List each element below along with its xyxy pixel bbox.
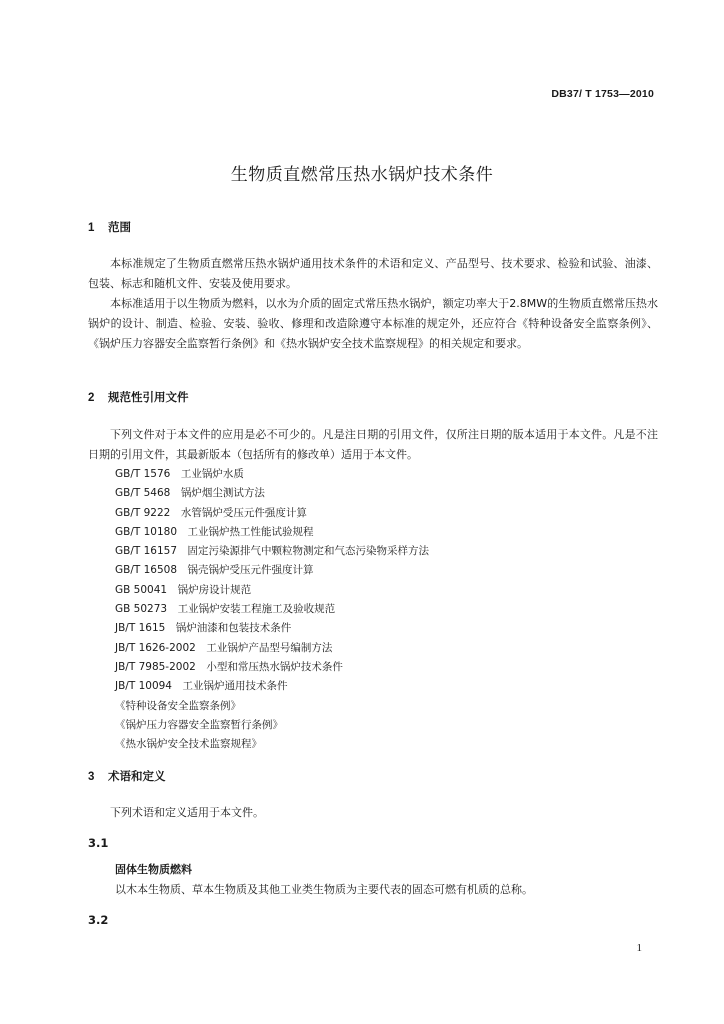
section-3-heading	[88, 768, 658, 784]
reference-list	[88, 465, 658, 754]
section-1-heading	[88, 219, 658, 235]
section-number: 3	[88, 771, 95, 783]
term-definition: 以木本生物质、草本生物质及其他工业类生物质为主要代表的固态可燃有机质的总称。	[115, 883, 533, 896]
section-number: 2	[88, 392, 95, 404]
document-title: 生物质直燃常压热水锅炉技术条件	[230, 165, 494, 185]
section-2-heading	[88, 389, 658, 405]
list-item: JB/T 1626-2002 工业锅炉产品型号编制方法	[115, 641, 333, 654]
list-item: JB/T 1615 锅炉油漆和包装技术条件	[115, 622, 292, 635]
list-item: GB/T 10180 工业锅炉热工性能试验规程	[115, 525, 314, 538]
paragraph: 下列术语和定义适用于本文件。	[110, 806, 264, 819]
section-2-body	[88, 425, 658, 754]
page-number: 1	[636, 942, 642, 954]
term-number: 3.1	[88, 836, 109, 850]
list-item: GB/T 16157 固定污染源排气中颗粒物测定和气态污染物采样方法	[115, 545, 430, 558]
section-title: 规范性引用文件	[108, 390, 189, 404]
term-3-1	[88, 860, 658, 900]
section-1-body	[88, 254, 658, 354]
list-item: GB 50041 锅炉房设计规范	[115, 583, 252, 596]
list-item: GB/T 9222 水管锅炉受压元件强度计算	[115, 506, 307, 519]
list-item: JB/T 7985-2002 小型和常压热水锅炉技术条件	[115, 660, 343, 673]
section-title: 范围	[108, 220, 131, 234]
section-3-intro	[88, 803, 658, 823]
list-item: 《特种设备安全监察条例》	[115, 699, 241, 712]
list-item: 《热水锅炉安全技术监察规程》	[115, 738, 262, 751]
term-3-1-number	[88, 836, 658, 850]
paragraph: 下列文件对于本文件的应用是必不可少的。凡是注日期的引用文件，仅所注日期的版本适用于本文件。凡是不注日期的引用文件，其最新版本（包括所有的修改单）适用于本文件。	[88, 428, 658, 461]
term-number: 3.2	[88, 913, 109, 927]
paragraph: 本标准适用于以生物质为燃料，以水为介质的固定式常压热水锅炉，额定功率大于2.8MW的生物质直燃常压热水锅炉的设计、制造、检验、安装、验收、修理和改造除遵守本标准的规定外，还应符合《特种设备安全监察条例》、《锅炉压力容器安全监察暂行条例》和《热水锅炉安全技术监察规程》的相关规定和要求。	[88, 297, 658, 350]
list-item: GB/T 5468 锅炉烟尘测试方法	[115, 487, 265, 500]
paragraph: 本标准规定了生物质直燃常压热水锅炉通用技术条件的术语和定义、产品型号、技术要求、检验和试验、油漆、包装、标志和随机文件、安装及使用要求。	[88, 257, 658, 290]
list-item: GB 50273 工业锅炉安装工程施工及验收规范	[115, 603, 336, 616]
list-item: JB/T 10094 工业锅炉通用技术条件	[115, 680, 288, 693]
term-3-2-number	[88, 913, 658, 927]
list-item: 《锅炉压力容器安全监察暂行条例》	[115, 718, 283, 731]
term-name: 固体生物质燃料	[115, 863, 192, 876]
standard-code: DB37/ T 1753—2010	[551, 88, 654, 100]
section-number: 1	[88, 222, 95, 234]
list-item: GB/T 1576 工业锅炉水质	[115, 468, 244, 480]
section-title: 术语和定义	[108, 769, 166, 783]
list-item: GB/T 16508 锅壳锅炉受压元件强度计算	[115, 564, 314, 577]
